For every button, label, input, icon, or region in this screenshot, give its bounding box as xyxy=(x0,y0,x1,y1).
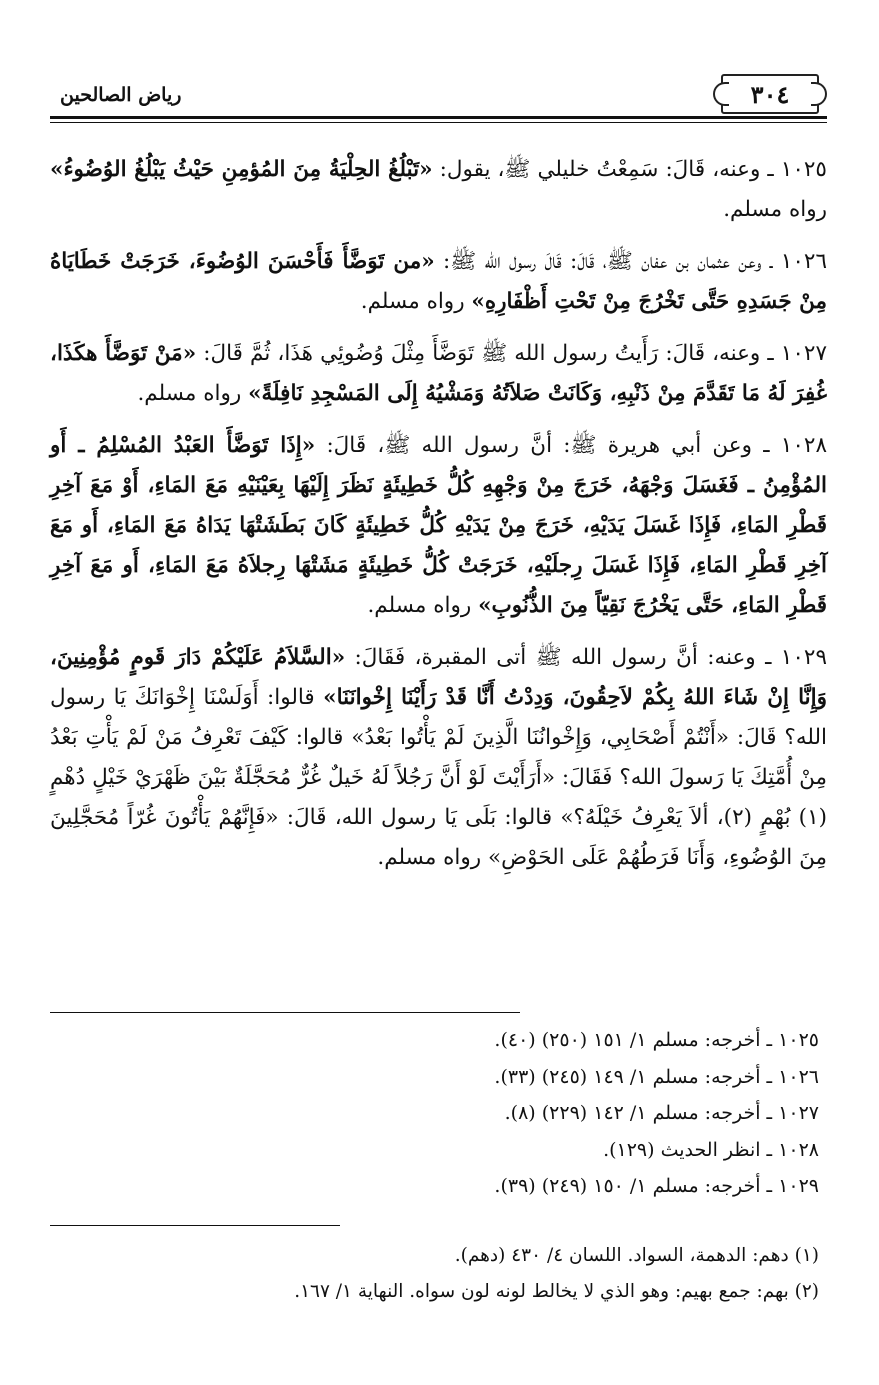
header-rule xyxy=(50,116,827,119)
hadith-number: ١٠٢٥ xyxy=(780,157,827,182)
hadith-intro: ـ وعنه، قَالَ: رَأَيتُ رسول الله ﷺ تَوَضَّأَ مِثْلَ وُضُوئِي هَذَا، ثُمَّ قَالَ: xyxy=(196,341,774,366)
book-title: رياض الصالحين xyxy=(60,84,182,106)
takhrij-divider xyxy=(50,1012,520,1013)
hadith-1028 xyxy=(50,426,827,626)
hadith-1026 xyxy=(50,242,827,322)
takhrij-item: ١٠٢٥ ـ أخرجه: مسلم ١/ ١٥١ (٢٥٠) (٤٠). xyxy=(494,1029,819,1051)
hadith-outro: رواه مسلم. xyxy=(137,381,249,406)
hadith-number: ١٠٢٦ xyxy=(780,249,827,274)
takhrij-item: ١٠٢٨ ـ انظر الحديث (١٢٩). xyxy=(603,1138,819,1161)
page-header xyxy=(50,70,827,120)
hadith-number: ١٠٢٩ xyxy=(780,645,827,670)
notes-divider xyxy=(50,1225,340,1226)
takhrij-item: ١٠٢٩ ـ أخرجه: مسلم ١/ ١٥٠ (٢٤٩) (٣٩). xyxy=(494,1175,819,1197)
footnote-list xyxy=(50,1238,819,1310)
header-rule-thin xyxy=(50,122,827,123)
takhrij-item: ١٠٢٧ ـ أخرجه: مسلم ١/ ١٤٢ (٢٢٩) (٨). xyxy=(504,1102,819,1124)
hadith-intro: ـ وعن أبي هريرة ﷺ: أنَّ رسول الله ﷺ، قَالَ: xyxy=(315,433,770,458)
hadith-number: ١٠٢٧ xyxy=(780,341,827,366)
hadith-quote: «مَنْ تَوَضَّأَ هكَذَا، غُفِرَ لَهُ مَا تَقَدَّمَ مِنْ ذَنْبِهِ، وَكَانَتْ صَلاَتُهُ وَمَشْيُهُ إِلَى المَسْجِدِ نَافِلَةً» xyxy=(50,341,827,406)
hadith-intro: ـ وعن عثمان بن عفان ﷺ، قَالَ: قَالَ رسول الله ﷺ: xyxy=(434,249,773,274)
hadith-1027 xyxy=(50,334,827,414)
hadith-outro: رواه مسلم. xyxy=(367,593,479,618)
hadith-1029 xyxy=(50,638,827,878)
hadith-quote: «السَّلاَمُ عَلَيْكُمْ دَارَ قَومٍ مُؤْمِنِينَ، وَإِنَّا إِنْ شَاءَ اللهُ بِكُمْ لاَحِقُونَ، وَدِدْتُ أَنَّا قَدْ رَأَيْنَا إِخْوانَنَا» xyxy=(50,645,827,710)
hadith-number: ١٠٢٨ xyxy=(780,433,827,458)
hadith-intro: ـ وعنه: أنَّ رسول الله ﷺ أتى المقبرة، فَقَالَ: xyxy=(345,645,772,670)
hadith-outro: رواه مسلم. xyxy=(360,289,472,314)
footnote-item: (١) دهم: الدهمة، السواد. اللسان ٤/ ٤٣٠ (دهم). xyxy=(454,1245,819,1266)
book-page xyxy=(50,0,827,1385)
hadith-outro: قالوا: أَوَلَسْنَا إِخْوَانَكَ يَا رسول الله؟ قَالَ: «أَنْتُمْ أَصْحَابِي، وَإِخْوانُنَا الَّذِينَ لَمْ يَأْتُوا بَعْدُ» قالوا: كَيْفَ تَعْرِفُ مَنْ لَمْ يَأْتِ بَعْدُ مِنْ أُمَّتِكَ يَا رَسولَ الله؟ فَقَالَ: «أَرَأَيْتَ لَوْ أَنَّ رَجُلاً لَهُ خَيلٌ غُرٌّ مُحَجَّلَةٌ بَيْنَ ظَهْرَيْ خَيْلٍ دُهْمٍ (١) بُهْمٍ (٢)، ألاَ يَعْرِفُ خَيْلَهُ؟» قالوا: بَلَى يَا رسول الله، قَالَ: «فَإِنَّهُمْ يَأْتُونَ غُرّاً مُحَجَّلِينَ مِنَ الوُضُوءِ، وَأَنَا فَرَطُهُمْ عَلَى الحَوْضِ» رواه مسلم. xyxy=(50,685,828,870)
hadith-1025 xyxy=(50,150,827,230)
hadith-list xyxy=(50,150,827,890)
takhrij-item: ١٠٢٦ ـ أخرجه: مسلم ١/ ١٤٩ (٢٤٥) (٣٣). xyxy=(494,1065,819,1088)
footnote-item: (٢) بهم: جمع بهيم: وهو الذي لا يخالط لونه لون سواه. النهاية ١/ ١٦٧. xyxy=(294,1281,819,1302)
hadith-intro: ـ وعنه، قَالَ: سَمِعْتُ خليلي ﷺ، يقول: xyxy=(432,157,774,182)
hadith-quote: «إِذَا تَوَضَّأَ العَبْدُ المُسْلِمُ ـ أَو المُؤْمِنُ ـ فَغَسَلَ وَجْهَهُ، خَرَجَ مِنْ وَجْهِهِ كُلُّ خَطِيئَةٍ نَظَرَ إِلَيْهَا بِعَيْنَيْهِ مَعَ المَاءِ، أَوْ مَعَ آخِرِ قَطْرِ المَاءِ، فَإِذَا غَسَلَ يَدَيْهِ، خَرَجَ مِنْ يَدَيْهِ كُلُّ خَطِيئَةٍ كَانَ بَطَشَتْهَا يَدَاهُ مَعَ المَاءِ، أَو مَعَ آخِرِ قَطْرِ المَاءِ، فَإِذَا غَسَلَ رِجلَيْهِ، خَرَجَتْ كُلُّ خَطِيئَةٍ مَشَتْهَا رِجلاَهُ مَعَ المَاءِ، أَو مَعَ آخِرِ قَطْرِ المَاءِ، حَتَّى يَخْرُجَ نَقِيّاً مِنَ الذُّنُوبِ» xyxy=(50,433,827,618)
page-number: ٣٠٤ xyxy=(721,74,819,114)
hadith-quote: «تَبْلُغُ الحِلْيَةُ مِنَ المُؤمِنِ حَيْثُ يَبْلُغُ الوُضُوءُ» xyxy=(50,157,433,182)
hadith-quote: «من تَوَضَّأَ فَأَحْسَنَ الوُضُوءَ، خَرَجَتْ خَطَايَاهُ مِنْ جَسَدِهِ حَتَّى تَخْرُجَ مِنْ تَحْتِ أَظْفَارِهِ» xyxy=(50,249,827,314)
hadith-outro: رواه مسلم. xyxy=(723,197,827,222)
takhrij-list xyxy=(50,1022,819,1205)
